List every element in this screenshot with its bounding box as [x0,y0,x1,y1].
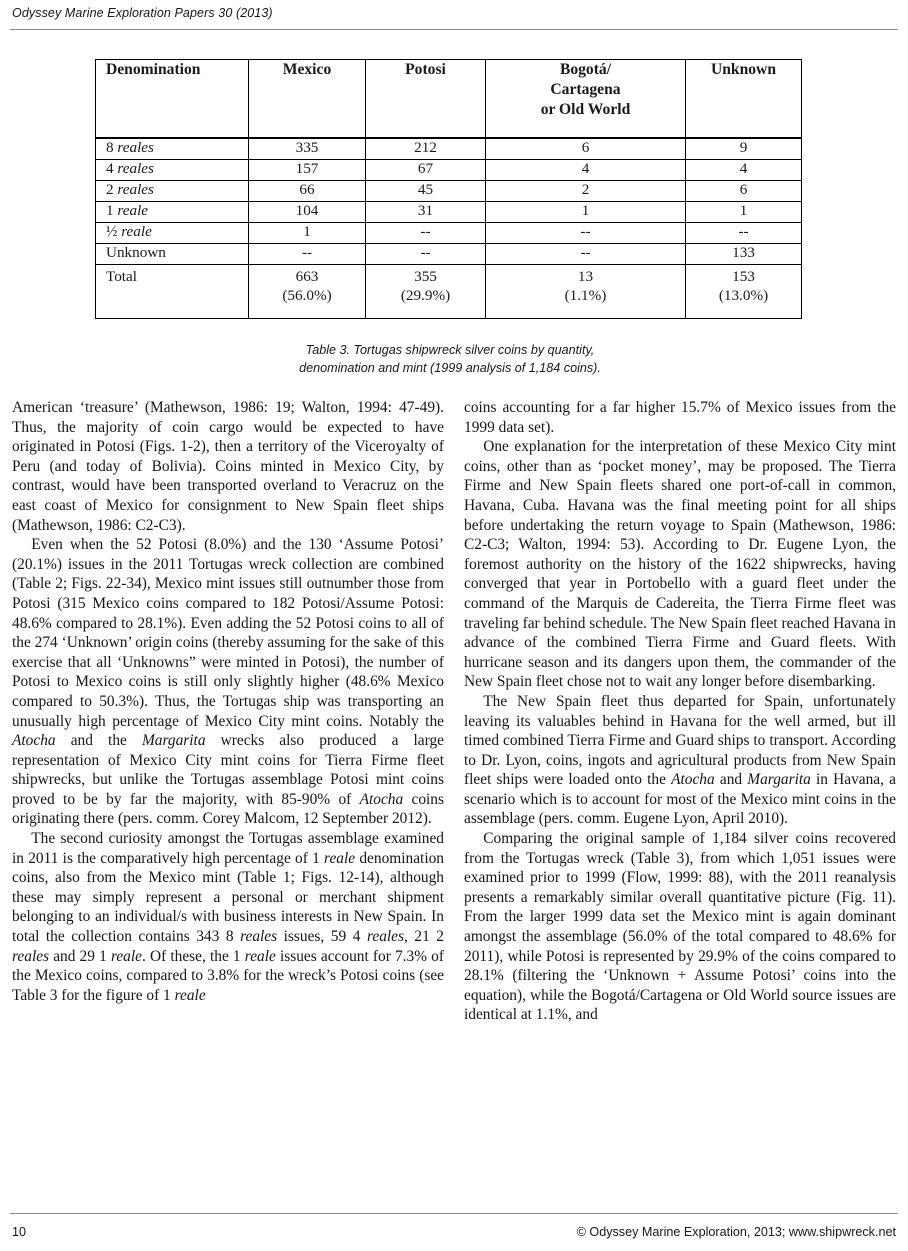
table-body [96,138,802,319]
paragraph [464,437,896,692]
table-header-row [96,60,802,138]
cell-unknown: 1 [686,201,802,222]
page-number: 10 [12,1225,27,1239]
italic-term: reale [324,849,356,867]
paragraph-text: Comparing the original sample of 1,184 silver coins recovered from the Tortugas wreck (Table 3), from which 1,051 issues were examined prior to 1999 (Flow, 1999: 88), with the 2011 reanalysis presents a remarkably similar overall quantitative picture (Fig. 11). From the larger 1999 data set the Mexico mint is again dominant amongst the assemblage (56.0% of the total compared to 48.6% for 2011), while Potosi is represented by 29.9% of the coins compared to 28.1% (filtering the ‘Unknown + Assume Potosi’ coins into the equation), while the Bogotá/Cartagena or Old World source issues are identical at 1.1%, and [464,830,896,1024]
cell-bogota: 1 [486,201,686,222]
cell-potosi: 45 [366,180,486,201]
paragraph-text: and 29 1 [49,947,111,965]
cell-total-unknown [686,264,802,318]
italic-term: reale [110,947,142,965]
table-caption [170,342,730,378]
column-header-mexico: Mexico [249,60,366,138]
denom-number: 2 [106,180,114,198]
column-header-bogota [486,60,686,138]
paragraph-text: denomination coins, also from the Mexico mint (Table 1; Figs. 12-14), although these may simply represent a personal or merchant shipment belonging to an individual/s with business interests in New Spain. In total the collection contains 343 8 [12,849,444,946]
column-header-bogota-line3: or Old World [540,100,631,118]
total-percent: (29.9%) [400,287,451,305]
column-header-unknown: Unknown [686,60,802,138]
cell-unknown: -- [686,222,802,243]
cell-unknown: 4 [686,159,802,180]
denom-number: 8 [106,138,114,156]
coin-table [95,59,802,319]
italic-term: reale [244,947,276,965]
table-3-container [95,59,801,319]
paragraph-text: , 21 2 [404,928,444,946]
cell-mexico: 157 [249,159,366,180]
paragraph-text: coins accounting for a far higher 15.7% of Mexico issues from the 1999 data set). [464,399,896,436]
total-value: 355 [414,267,437,285]
cell-potosi: 67 [366,159,486,180]
cell-denomination [96,222,249,243]
cell-mexico: 66 [249,180,366,201]
denom-number: 4 [106,159,114,177]
cell-mexico: 1 [249,222,366,243]
paragraph-text: One explanation for the interpretation of these Mexico City mint coins, other than as ‘pocket money’, may be proposed. The Tierra Firme and New Spain fleets shared one port-of-call in common, Havana, Cuba. Havana was the final meeting point for all ships before undertaking the return voyage to Spain (Mathewson, 1986: C2-C3; Walton, 1994: 53). According to Dr. Eugene Lyon, the foremost authority on the history of the 1622 shipwrecks, having converged that year in Portobello with a guard fleet under the command of the Marquis de Cadereita, the Tierra Firme fleet was traveling far behind schedule. The New Spain fleet reached Havana in advance of the combined Tierra Firme and Guard fleets. With hurricane season and its dangers upon them, the commander of the New Spain fleet chose not to wait any longer before disembarking. [464,438,896,691]
paragraph-text: issues account for 7.3% of the Mexico coins, compared to 3.8% for the wreck’s Potosi coins (see Table 3 for the figure of 1 [12,947,445,1004]
italic-term: Atocha [671,771,715,789]
header-rule [10,29,898,30]
paragraph-text: and [714,771,748,789]
paragraph [464,692,896,829]
cell-bogota: -- [486,222,686,243]
body-column-left [12,398,444,1005]
paragraph-text: coins originating there (pers. comm. Corey Malcom, 12 September 2012). [12,790,444,828]
cell-total-bogota [486,264,686,318]
paragraph-text: and the [55,732,142,750]
cell-bogota: 2 [486,180,686,201]
table-row [96,180,802,201]
total-percent: (56.0%) [282,287,332,305]
column-header-potosi: Potosi [366,60,486,138]
total-value: 13 [577,267,594,285]
paragraph [12,398,444,535]
paragraph-text: American ‘treasure’ (Mathewson, 1986: 19; Walton, 1994: 47-49). Thus, the majority of coin cargo would be expected to have originated in Potosi (Figs. 1-2), then a territory of the Viceroyalty of Peru (and today of Bolivia). Coins minted in Mexico City, by contrast, would have been transported overland to Veracruz on the east coast of Mexico for consignment to New Spain fleet ships (Mathewson, 1986: C2-C3). [12,399,444,534]
cell-mexico: 335 [249,138,366,160]
paragraph-text: issues, 59 4 [277,928,367,946]
denom-number: Unknown [106,243,166,261]
column-header-bogota-line1: Bogotá/ [559,61,612,78]
paragraph-text: The New Spain fleet thus departed for Spain, unfortunately leaving its valuables behind in Havana for the well armed, but ill timed combined Tierra Firme and Guard ships to transport. According to Dr. Lyon, coins, ingots and agricultural products from New Spain fleet ships were loaded onto the [464,692,896,789]
italic-term: reales [366,928,404,946]
cell-potosi: 212 [366,138,486,160]
denom-unit: reale [117,201,149,219]
denom-unit: reales [117,159,154,177]
cell-bogota: 4 [486,159,686,180]
paragraph-text: The second curiosity amongst the Tortugas assemblage examined in 2011 is the comparatively high percentage of 1 [12,830,444,867]
cell-total-mexico [249,264,366,318]
cell-potosi: -- [366,222,486,243]
cell-bogota: -- [486,243,686,264]
paragraph-text: . Of these, the 1 [142,947,245,965]
cell-total-potosi [366,264,486,318]
footer-rule [10,1213,898,1214]
cell-denomination [96,180,249,201]
denom-unit: reales [117,138,154,156]
denom-unit: reale [121,222,152,240]
cell-mexico: 104 [249,201,366,222]
table-row [96,159,802,180]
cell-mexico: -- [249,243,366,264]
paragraph-text: wrecks also produced a large representation of Mexico City mint coins for Tierra Firme fleet shipwrecks, but unlike the Tortugas assemblage Potosi mint coins proved to be by far the majority, with 85-90% of [12,732,444,808]
italic-term: reale [174,986,206,1004]
italic-term: Atocha [359,790,404,808]
denom-unit: reales [117,180,154,198]
paragraph-text: Even when the 52 Potosi (8.0%) and the 130 ‘Assume Potosi’ (20.1%) issues in the 2011 Tortugas wreck collection are combined (Table 2; Figs. 22-34), Mexico mint issues still outnumber those from Potosi (315 Mexico coins compared to 182 Potosi/Assume Potosi: 48.6% compared to 28.1%). Even adding the 52 Potosi coins to all of the 274 ‘Unknown’ origin coins (thereby assuming for the sake of this exercise that all ‘Unknowns” were minted in Potosi), the number of Potosi to Mexico coins is still only slightly higher (48.6% Mexico compared to 50.3%). Thus, the Tortugas ship was transporting an unusually high percentage of Mexico City mint coins. Notably the [12,536,444,730]
table-header [96,60,802,138]
cell-total-label: Total [96,264,249,318]
italic-term: reales [12,947,50,965]
paragraph [464,829,896,1025]
denom-number: 1 [106,201,114,219]
paragraph [12,535,444,829]
column-header-denomination: Denomination [96,60,249,138]
total-percent: (13.0%) [718,287,769,305]
italic-term: Margarita [747,771,811,789]
column-header-bogota-line2: Cartagena [550,80,621,98]
cell-denomination [96,243,249,264]
cell-unknown: 9 [686,138,802,160]
paragraph [464,398,896,437]
cell-denomination [96,201,249,222]
running-head: Odyssey Marine Exploration Papers 30 (2013) [12,6,273,20]
cell-denomination [96,159,249,180]
cell-unknown: 133 [686,243,802,264]
cell-denomination [96,138,249,160]
cell-unknown: 6 [686,180,802,201]
total-value: 153 [732,267,755,285]
paragraph-text: in Havana, a scenario which is to account for most of the Mexico mint coins in the assemblage (pers. comm. Eugene Lyon, April 2010). [464,771,896,828]
table-row [96,243,802,264]
cell-potosi: 31 [366,201,486,222]
copyright-notice: © Odyssey Marine Exploration, 2013; www.shipwreck.net [576,1225,896,1239]
italic-term: Atocha [12,732,56,750]
cell-bogota: 6 [486,138,686,160]
paragraph [12,829,444,1005]
italic-term: reales [240,928,278,946]
table-row [96,138,802,160]
total-percent: (1.1%) [564,287,607,305]
caption-line-1: Table 3. Tortugas shipwreck silver coins by quantity, [305,343,595,357]
total-value: 663 [295,267,319,285]
table-row [96,201,802,222]
italic-term: Margarita [141,732,206,750]
body-column-right [464,398,896,1025]
denom-number: ½ [106,222,118,240]
table-row-total [96,264,802,318]
table-row [96,222,802,243]
cell-potosi: -- [366,243,486,264]
caption-line-2: denomination and mint (1999 analysis of 1,184 coins). [299,360,601,375]
